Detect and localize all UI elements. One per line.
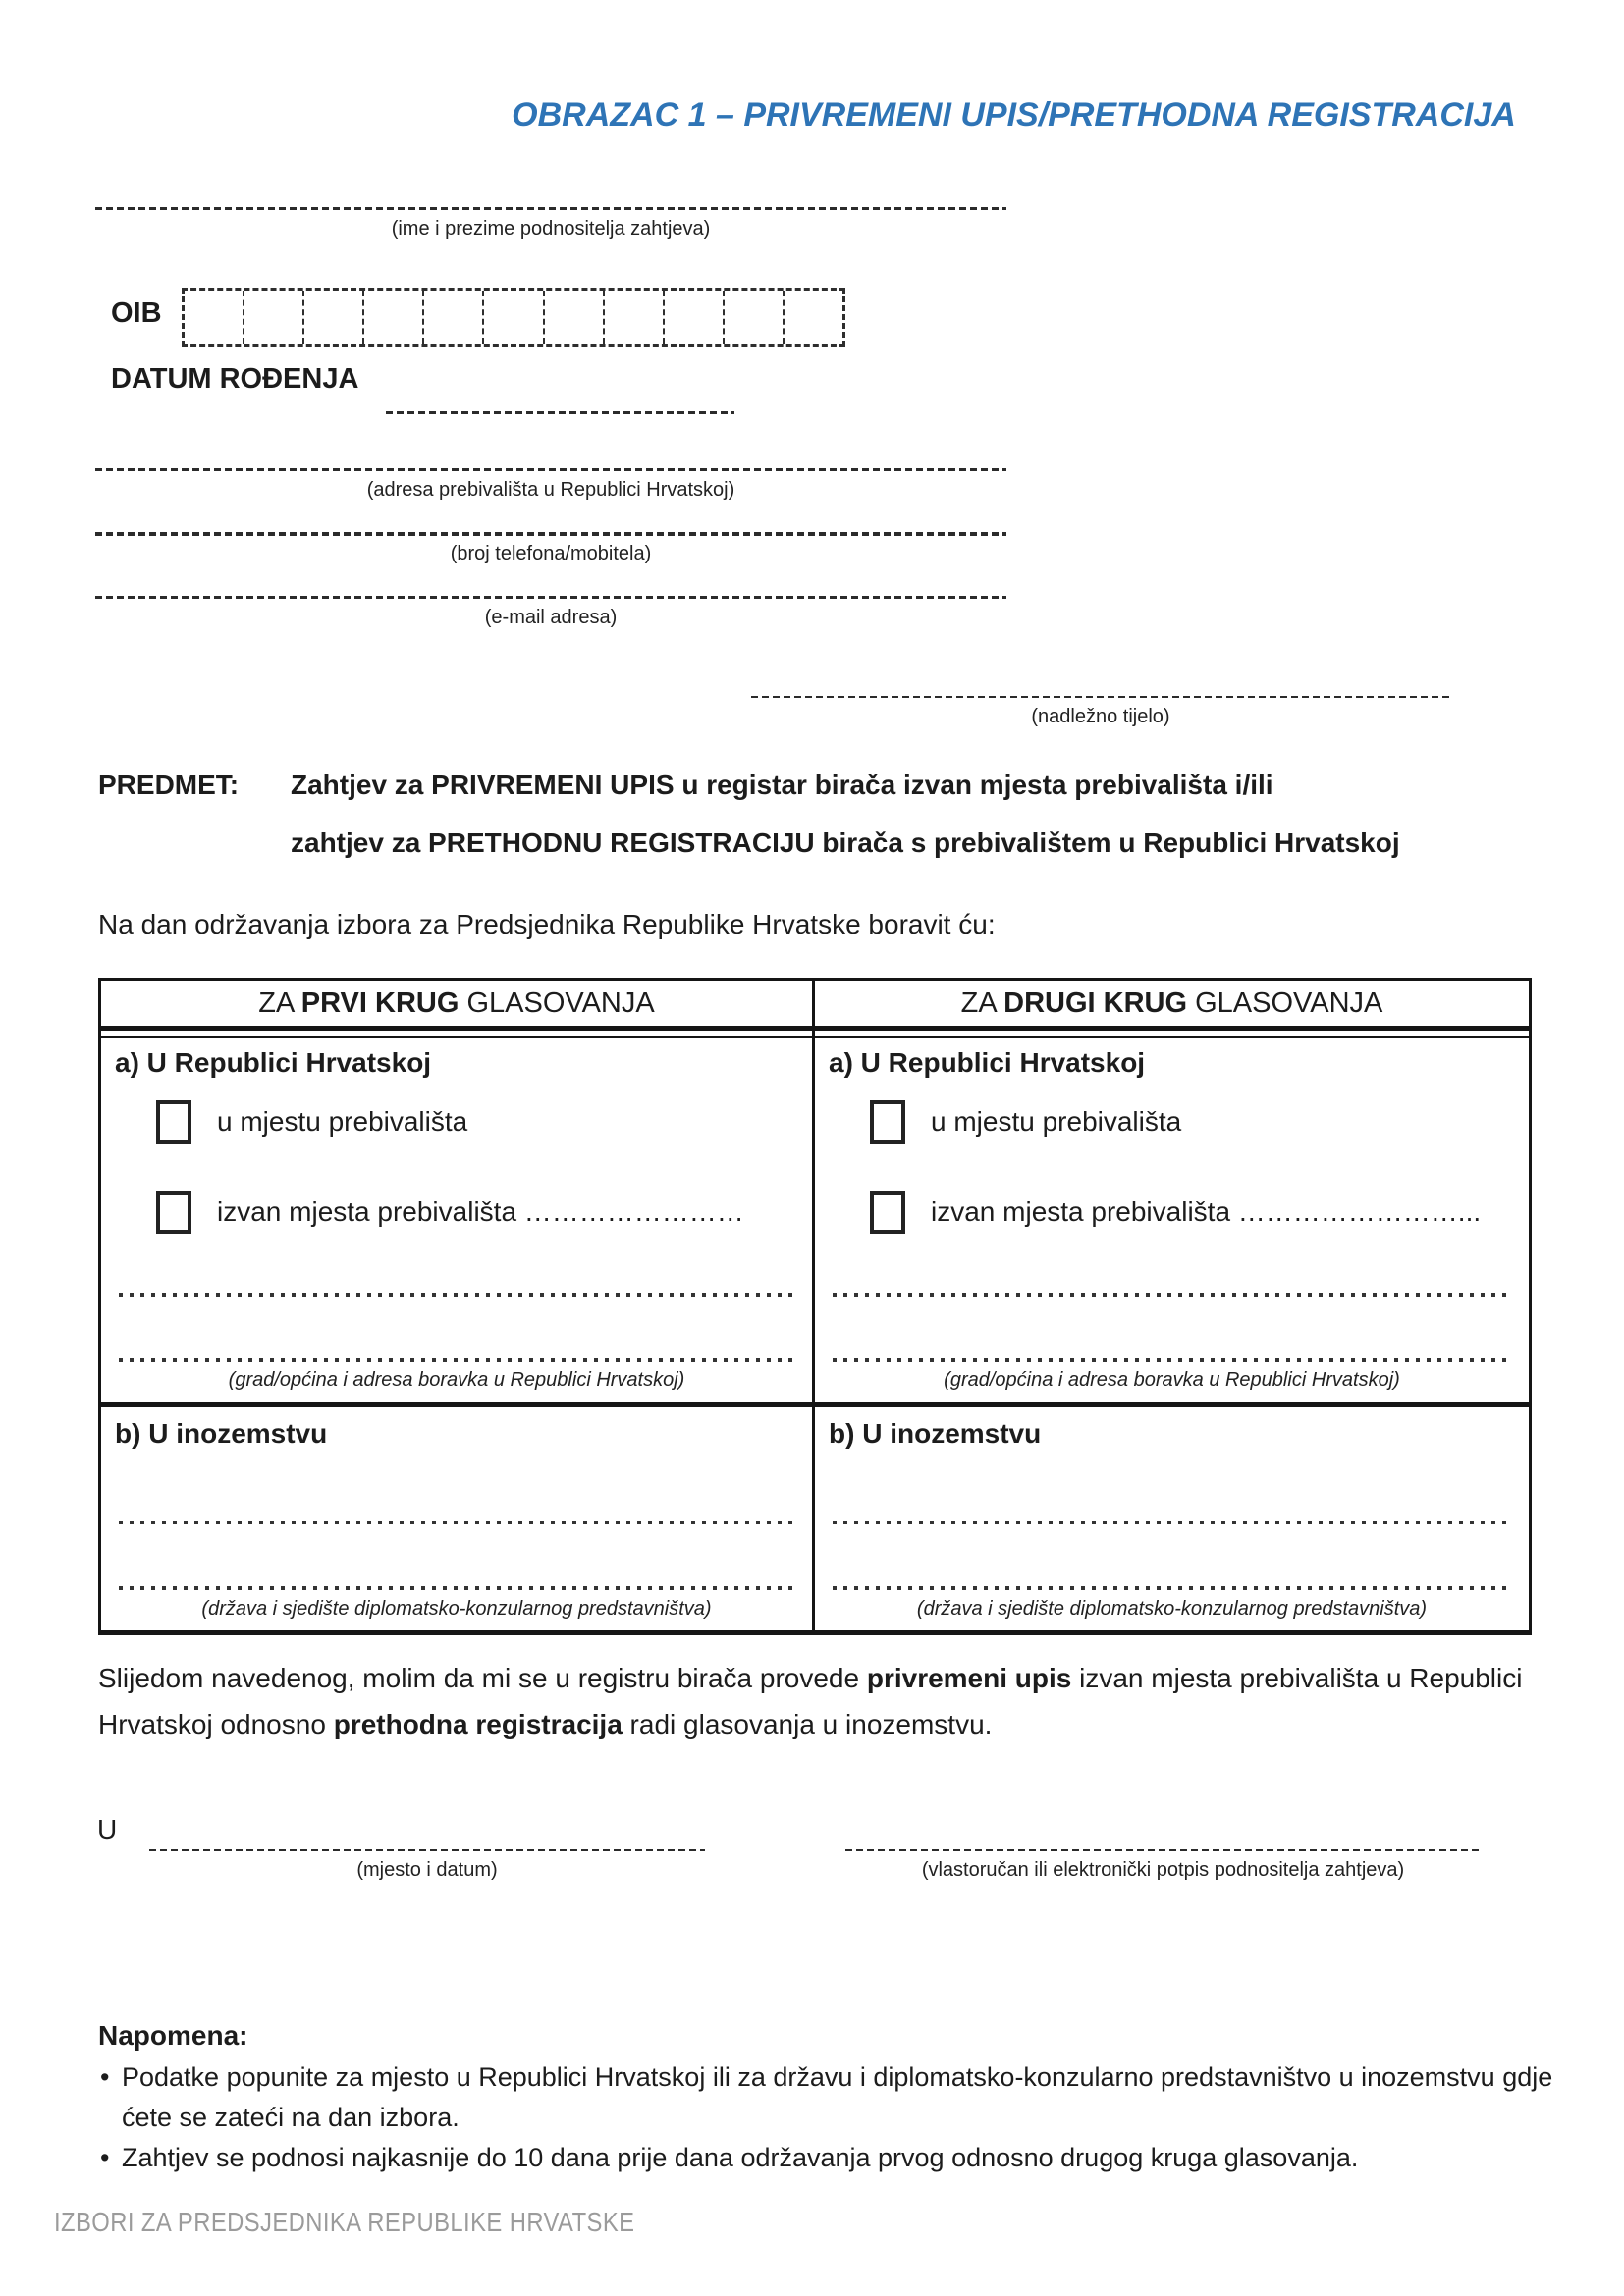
note-item: • Zahtjev se podnosi najkasnije do 10 dana prije dana održavanja prvog odnosno drugog kruga glasovanja. — [98, 2138, 1571, 2178]
oib-cell[interactable] — [725, 291, 785, 344]
address-line[interactable] — [95, 468, 1006, 471]
footer-text: IZBORI ZA PREDSJEDNIKA REPUBLIKE HRVATSKE — [54, 2207, 635, 2237]
round2-croatia-cell — [815, 1038, 1529, 1402]
subject-line-2: zahtjev za PRETHODNU REGISTRACIJU birača s prebivalištem u Republici Hrvatskoj — [291, 828, 1400, 858]
oib-cell[interactable] — [545, 291, 605, 344]
header-second-round: ZA DRUGI KRUG GLASOVANJA — [960, 988, 1383, 1019]
round2-outside-residence-label: izvan mjesta prebivališta ……………………... — [931, 1197, 1482, 1227]
round1-at-residence-label: u mjestu prebivališta — [217, 1106, 468, 1137]
round2-at-residence-option — [870, 1100, 1517, 1144]
section-a-row — [101, 1038, 1529, 1402]
page-title: OBRAZAC 1 – PRIVREMENI UPIS/PRETHODNA REGISTRACIJA — [512, 96, 1516, 133]
oib-cell[interactable] — [185, 291, 244, 344]
round2-residence-caption: (grad/općina i adresa boravka u Republici Hrvatskoj) — [944, 1369, 1400, 1391]
place-date-line[interactable] — [149, 1849, 705, 1851]
round1-outside-residence-option — [156, 1191, 800, 1234]
round2-residence-address-line-2[interactable] — [833, 1358, 1511, 1362]
voting-rounds-table — [98, 978, 1532, 1635]
round1-at-residence-option — [156, 1100, 800, 1144]
checkbox-round1-at-residence[interactable] — [156, 1100, 191, 1144]
phone-line[interactable] — [95, 532, 1006, 536]
intro-text: Na dan održavanja izbora za Predsjednika Republike Hrvatske boravit ću: — [98, 909, 996, 939]
oib-cell[interactable] — [665, 291, 725, 344]
checkbox-round1-outside-residence[interactable] — [156, 1191, 191, 1234]
round2-abroad-caption: (država i sjedište diplomatsko-konzularnog predstavništva) — [916, 1598, 1428, 1620]
subject-label: PREDMET: — [98, 770, 240, 800]
note-item: • Podatke popunite za mjesto u Republici Hrvatskoj ili za državu i diplomatsko-konzularno predstavništvo u inozemstvu gdje ćete se zateći na dan izbora. — [98, 2057, 1571, 2138]
oib-cell[interactable] — [244, 291, 304, 344]
checkbox-round2-at-residence[interactable] — [870, 1100, 905, 1144]
oib-cell[interactable] — [424, 291, 484, 344]
dob-line[interactable] — [386, 411, 734, 414]
oib-boxes[interactable] — [182, 288, 845, 347]
round2-abroad-cell — [815, 1407, 1529, 1630]
email-line[interactable] — [95, 596, 1006, 599]
place-prefix-label: U — [97, 1814, 118, 1844]
email-label: (e-mail adresa) — [484, 607, 618, 628]
oib-cell[interactable] — [605, 291, 665, 344]
round1-abroad-cell — [101, 1407, 815, 1630]
table-header-row — [101, 981, 1529, 1031]
section-b-title: b) U inozemstvu — [115, 1418, 328, 1449]
signature-line[interactable] — [845, 1849, 1481, 1851]
header-double-rule — [101, 1031, 1529, 1038]
notes-list — [98, 2057, 1571, 2178]
oib-cell[interactable] — [785, 291, 842, 344]
oib-cell[interactable] — [304, 291, 364, 344]
authority-label: (nadležno tijelo) — [1031, 706, 1170, 727]
phone-label: (broj telefona/mobitela) — [450, 543, 652, 564]
signature-label: (vlastoručan ili elektronički potpis podnositelja zahtjeva) — [921, 1859, 1405, 1881]
place-date-label: (mjesto i datum) — [356, 1859, 498, 1881]
checkbox-round2-outside-residence[interactable] — [870, 1191, 905, 1234]
section-a-title: a) U Republici Hrvatskoj — [829, 1047, 1146, 1078]
section-b-row — [101, 1402, 1529, 1630]
notes-section — [98, 2020, 1571, 2178]
round2-outside-residence-option — [870, 1191, 1517, 1234]
applicant-name-line[interactable] — [95, 207, 1006, 210]
round1-abroad-line-2[interactable] — [119, 1586, 794, 1590]
oib-label: OIB — [111, 297, 162, 329]
address-label: (adresa prebivališta u Republici Hrvatskoj) — [366, 479, 735, 501]
round1-outside-residence-label: izvan mjesta prebivališta …………………… — [217, 1197, 744, 1227]
notes-title: Napomena: — [98, 2020, 248, 2051]
oib-cell[interactable] — [484, 291, 544, 344]
oib-cell[interactable] — [364, 291, 424, 344]
round1-croatia-cell — [101, 1038, 815, 1402]
round2-abroad-line-2[interactable] — [833, 1586, 1511, 1590]
header-first-round: ZA PRVI KRUG GLASOVANJA — [101, 981, 815, 1026]
round2-residence-address-line-1[interactable] — [833, 1293, 1511, 1297]
round1-residence-caption: (grad/općina i adresa boravka u Republici Hrvatskoj) — [228, 1369, 685, 1391]
dob-label: DATUM ROĐENJA — [111, 363, 359, 395]
section-a-title: a) U Republici Hrvatskoj — [115, 1047, 432, 1078]
round2-abroad-line-1[interactable] — [833, 1521, 1511, 1524]
authority-line[interactable] — [751, 696, 1450, 698]
closing-paragraph: Slijedom navedenog, molim da mi se u registru birača provede privremeni upis izvan mjesta prebivališta u Republici Hrvatskoj odnosno prethodna registracija radi glasovanja u inozemstvu. — [98, 1663, 1523, 1739]
round1-abroad-line-1[interactable] — [119, 1521, 794, 1524]
round2-at-residence-label: u mjestu prebivališta — [931, 1106, 1182, 1137]
round1-residence-address-line-1[interactable] — [119, 1293, 794, 1297]
round1-residence-address-line-2[interactable] — [119, 1358, 794, 1362]
applicant-name-label: (ime i prezime podnositelja zahtjeva) — [391, 218, 711, 240]
subject-line-1: Zahtjev za PRIVREMENI UPIS u registar birača izvan mjesta prebivališta i/ili — [291, 770, 1273, 800]
round1-abroad-caption: (država i sjedište diplomatsko-konzularnog predstavništva) — [201, 1598, 712, 1620]
section-b-title: b) U inozemstvu — [829, 1418, 1042, 1449]
